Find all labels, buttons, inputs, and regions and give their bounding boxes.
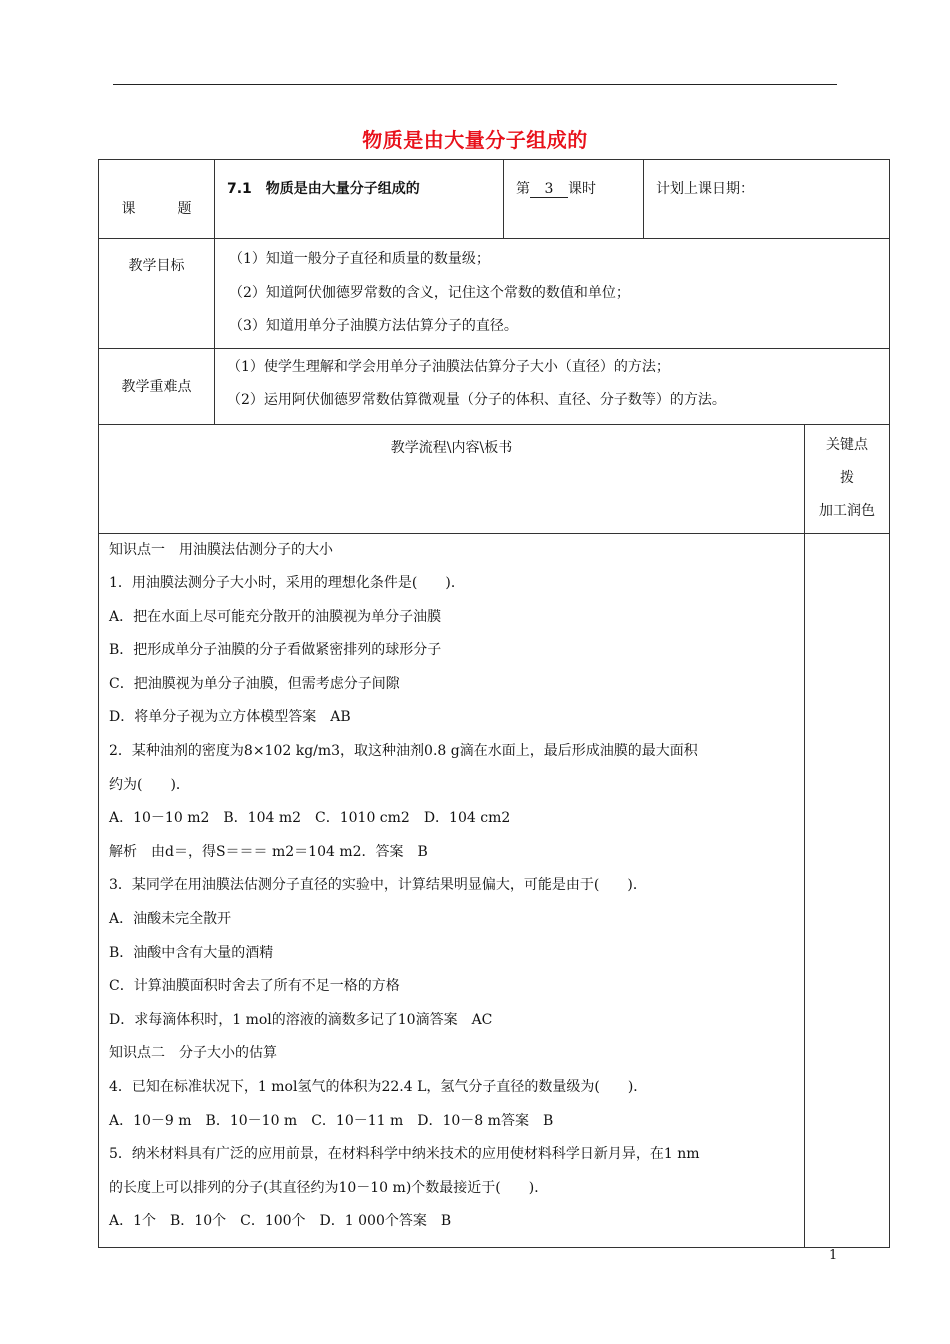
- side-notes-cell: [805, 533, 890, 1247]
- content-line: A．10－9 m B．10－10 m C．10－11 m D．10－8 m答案 B: [109, 1112, 554, 1129]
- content-line: 知识点二 分子大小的估算: [109, 1045, 277, 1062]
- keypoint-item: （2）运用阿伏伽德罗常数估算微观量（分子的体积、直径、分子数等）的方法。: [227, 392, 726, 408]
- course-label: 课 题: [121, 201, 192, 217]
- flow-header-cell: [99, 424, 805, 533]
- period-prefix: 第: [516, 181, 530, 197]
- content-line: 约为( )．: [109, 776, 190, 793]
- keypoints-label-cell: [99, 348, 215, 424]
- lesson-plan-table: [98, 159, 890, 1248]
- period-cell: [504, 160, 644, 239]
- side-header-line: 加工润色: [819, 502, 875, 519]
- header-rule: [113, 84, 837, 85]
- plan-date-label: 计划上课日期：: [656, 181, 754, 197]
- content-line: 5．纳米材料具有广泛的应用前景，在材料科学中纳米技术的应用使材料科学日新月异，在1 nm: [109, 1146, 700, 1163]
- period-suffix: 课时: [568, 181, 596, 197]
- goal-item: （1）知道一般分子直径和质量的数量级；: [229, 251, 490, 267]
- content-line: 3．某同学在用油膜法估测分子直径的实验中，计算结果明显偏大，可能是由于( )．: [109, 877, 647, 894]
- content-lines: [109, 534, 798, 1239]
- content-line: A．1个 B．10个 C．100个 D．1 000个答案 B: [109, 1213, 452, 1230]
- side-header-line: 拨: [840, 469, 854, 486]
- keypoints-content: [215, 348, 890, 424]
- content-line: A．10－10 m2 B．104 m2 C．1010 cm2 D．104 cm2: [109, 810, 511, 827]
- content-line: 的长度上可以排列的分子(其直径约为10－10 m)个数最接近于( )．: [109, 1179, 549, 1196]
- plan-date-cell: [644, 160, 890, 239]
- goal-item: （2）知道阿伏伽德罗常数的含义，记住这个常数的数值和单位；: [229, 284, 630, 301]
- content-row: [99, 533, 890, 1247]
- document-title: 物质是由大量分子组成的: [362, 128, 588, 152]
- goals-label-cell: [99, 239, 215, 349]
- content-line: A．把在水面上尽可能充分散开的油膜视为单分子油膜: [109, 608, 442, 625]
- content-line: B．把形成单分子油膜的分子看做紧密排列的球形分子: [109, 642, 442, 659]
- page-number: 1: [829, 1248, 838, 1263]
- keypoint-item: （1）使学生理解和学会用单分子油膜法估算分子大小（直径）的方法；: [227, 358, 670, 375]
- content-cell: [99, 533, 805, 1247]
- content-line: A．油酸未完全散开: [109, 911, 232, 928]
- course-row: [99, 160, 890, 239]
- goal-item: （3）知道用单分子油膜方法估算分子的直径。: [229, 318, 518, 334]
- goals-label: 教学目标: [128, 258, 185, 274]
- course-label-cell: [99, 160, 215, 239]
- content-line: 解析 由d＝，得S＝＝＝ m2＝104 m2．答案 B: [109, 843, 428, 860]
- content-line: 1．用油膜法测分子大小时，采用的理想化条件是( )．: [109, 575, 465, 592]
- content-line: 知识点一 用油膜法估测分子的大小: [109, 541, 333, 558]
- side-header-line: 关键点: [826, 436, 868, 453]
- side-header-cell: [805, 424, 890, 533]
- content-line: D．将单分子视为立方体模型答案 AB: [109, 709, 351, 726]
- content-line: B．油酸中含有大量的酒精: [109, 944, 274, 961]
- goals-row: [99, 239, 890, 349]
- content-line: 2．某种油剂的密度为8×102 kg/m3，取这种油剂0.8 g滴在水面上，最后形成油膜的最大面积: [109, 743, 698, 760]
- content-line: C．计算油膜面积时舍去了所有不足一格的方格: [109, 978, 400, 995]
- flow-header: 教学流程\内容\板书: [390, 439, 513, 456]
- course-value: 7.1 物质是由大量分子组成的: [227, 181, 420, 197]
- keypoints-row: [99, 348, 890, 424]
- flow-header-row: [99, 424, 890, 533]
- content-line: D．求每滴体积时，1 mol的溶液的滴数多记了10滴答案 AC: [109, 1011, 493, 1028]
- period-number: 3: [530, 181, 568, 198]
- content-line: C．把油膜视为单分子油膜，但需考虑分子间隙: [109, 675, 400, 692]
- content-line: 4．已知在标准状况下，1 mol氢气的体积为22.4 L，氢气分子直径的数量级为( )．: [109, 1079, 648, 1095]
- keypoints-label: 教学重难点: [121, 379, 192, 395]
- course-value-cell: [215, 160, 504, 239]
- goals-content: [215, 239, 890, 349]
